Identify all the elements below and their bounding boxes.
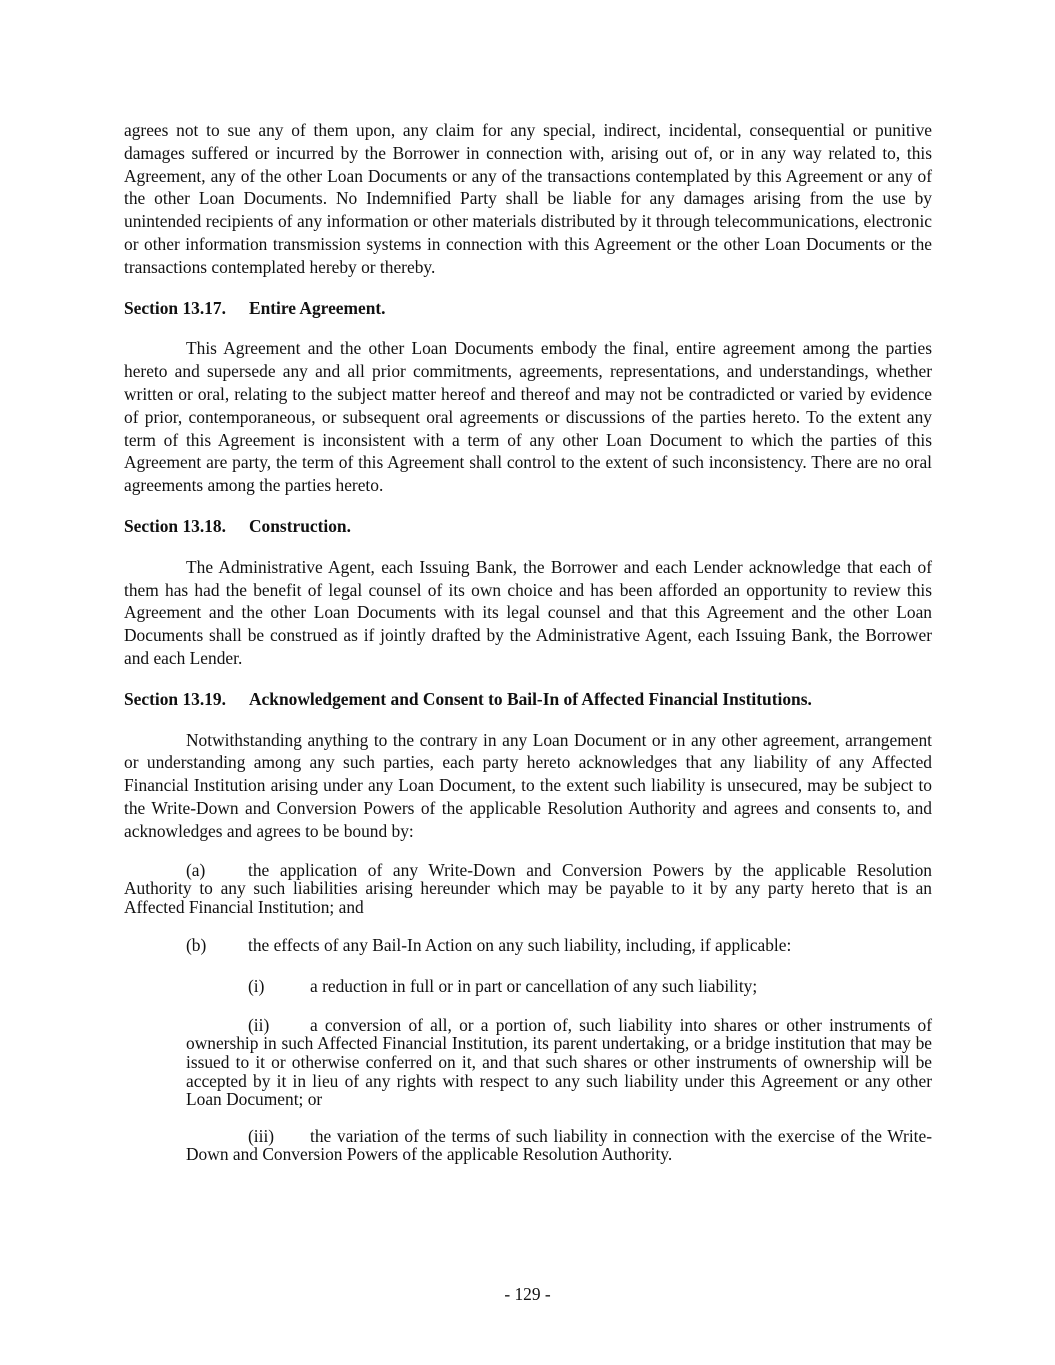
section-heading-13-18: [124, 515, 932, 538]
clause-a: [124, 861, 932, 917]
clause-text: a conversion of all, or a portion of, such liability into shares or other instruments of ownership in such Affected Financial Institution, its parent undertaking, or a bridge institution that may be issued to it or otherwise conferred on it, and that such shares or other instruments of ownership will be accepted by it in lieu of any rights with respect to any such liability under this Agreement or any other Loan Document; or: [186, 1014, 932, 1110]
section-title: Acknowledgement and Consent to Bail-In of Affected Financial Institutions.: [249, 688, 812, 709]
clause-iii: [186, 1127, 932, 1164]
section-body-13-18: The Administrative Agent, each Issuing Bank, the Borrower and each Lender acknowledge that each of them has had the benefit of legal counsel of its own choice and has been afforded an opportunity to review this Agreement and the other Loan Documents with its legal counsel and that this Agreement and the other Loan Documents shall be construed as if jointly drafted by the Administrative Agent, each Issuing Bank, the Borrower and each Lender.: [124, 556, 932, 668]
section-title: Entire Agreement.: [249, 297, 386, 318]
section-title: Construction.: [249, 515, 351, 536]
page-number: - 129 -: [504, 1284, 551, 1304]
section-number: Section 13.19.: [124, 688, 226, 709]
clause-text: the application of any Write-Down and Conversion Powers by the applicable Resolution Authority to any such liabilities arising hereunder which may be payable to it by any party hereto that is an Affected Financial Institution; and: [124, 859, 932, 917]
clause-b: [186, 934, 932, 957]
clause-label: (b): [186, 935, 207, 956]
clause-label: (a): [186, 859, 206, 880]
section-heading-13-17: [124, 297, 932, 320]
clause-text: a reduction in full or in part or cancellation of any such liability;: [310, 976, 758, 997]
section-number: Section 13.17.: [124, 297, 226, 318]
clause-label: (ii): [248, 1014, 270, 1035]
section-body-13-19: Notwithstanding anything to the contrary in any Loan Document or in any other agreement, arrangement or understanding among any such parties, each party hereto acknowledges that any liability of any Affected Financial Institution arising under any Loan Document, to the extent such liability is unsecured, may be subject to the Write-Down and Conversion Powers of the applicable Resolution Authority and agrees and consents to, and acknowledges and agrees to be bound by:: [124, 729, 932, 841]
clause-text: the effects of any Bail-In Action on any such liability, including, if applicable:: [248, 935, 792, 956]
clause-text: the variation of the terms of such liability in connection with the exercise of the Write-Down and Conversion Powers of the applicable Resolution Authority.: [186, 1125, 932, 1165]
clause-ii: [186, 1016, 932, 1109]
section-body-13-17: This Agreement and the other Loan Documents embody the final, entire agreement among the parties hereto and supersede any and all prior commitments, agreements, representations, and understandings, whether written or oral, relating to the subject matter hereof and thereof and may not be contradicted or varied by evidence of prior, contemporaneous, or subsequent oral agreements or discussions of the parties hereto. To the extent any term of this Agreement is inconsistent with a term of any other Loan Document to which the parties of this Agreement are party, the term of this Agreement shall control to the extent of such inconsistency. There are no oral agreements among the parties hereto.: [124, 338, 932, 496]
clause-label: (iii): [248, 1125, 275, 1146]
section-heading-13-19: [124, 688, 932, 711]
section-number: Section 13.18.: [124, 515, 226, 536]
document-page: [124, 119, 932, 1182]
clause-i: [248, 975, 932, 998]
continuation-paragraph: agrees not to sue any of them upon, any claim for any special, indirect, incidental, consequential or punitive damages suffered or incurred by the Borrower in connection with, arising out of, or in any way related to, this Agreement, any of the other Loan Documents or any of the transactions contemplated by this Agreement or any of the other Loan Documents. No Indemnified Party shall be liable for any damages arising from the use by unintended recipients of any information or other materials distributed by it through telecommunications, electronic or other information transmission systems in connection with this Agreement or the other Loan Documents or the transactions contemplated hereby or thereby.: [124, 120, 932, 277]
clause-label: (i): [248, 976, 265, 997]
